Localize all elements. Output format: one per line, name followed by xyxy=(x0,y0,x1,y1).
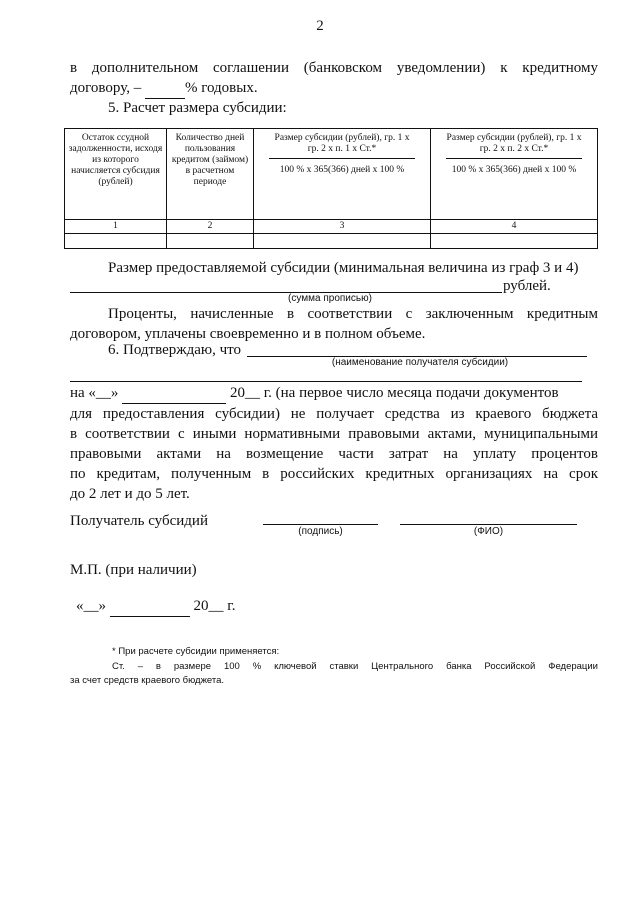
section6-line-1: для предоставления субсидии) не получает средства из краевого бюджета xyxy=(70,406,598,422)
section6-last-line: до 2 лет и до 5 лет. xyxy=(70,486,190,502)
intro-line-2-prefix: договору, – xyxy=(70,80,142,96)
subsidy-calc-table xyxy=(64,128,598,249)
header-text-4: Размер субсидии (рублей), гр. 1 x гр. 2 x п. 2 x Ст.* xyxy=(446,133,582,159)
col-number-3: 3 xyxy=(254,220,431,234)
footnote-title: * При расчете субсидии применяется: xyxy=(112,646,280,657)
header-text-3: Размер субсидии (рублей), гр. 1 x гр. 2 x п. 1 x Ст.* xyxy=(269,133,415,159)
table-header-row xyxy=(65,129,598,220)
intro-line-2 xyxy=(70,78,598,99)
header-text-2: Количество дней пользования кредитом (займом) в расчетном периоде xyxy=(171,133,249,187)
table-row xyxy=(65,234,598,249)
section5-title: 5. Расчет размера субсидии: xyxy=(108,100,287,116)
section6-date-year: 20__ г. (на первое число месяца подачи документов xyxy=(229,385,559,401)
section6-line-2: в соответствии с иными нормативными правовыми актами, муниципальными xyxy=(70,426,598,442)
value-cell-4[interactable] xyxy=(431,234,598,249)
intro-line-1: в дополнительном соглашении (банковском уведомлении) к кредитному xyxy=(70,60,598,76)
page-number: 2 xyxy=(316,18,324,34)
header-cell-2 xyxy=(167,129,254,220)
col-number-1: 1 xyxy=(65,220,167,234)
amount-in-words-caption: (сумма прописью) xyxy=(288,293,372,304)
date-month-field[interactable] xyxy=(110,596,190,617)
header-text-1: Остаток ссудной задолженности, исходя из которого начисляется субсидия (рублей) xyxy=(68,133,163,187)
stamp-label: М.П. (при наличии) xyxy=(70,562,197,578)
section6-date-line xyxy=(70,383,598,404)
date-year: 20__ г. xyxy=(193,598,236,614)
value-cell-1[interactable] xyxy=(65,234,167,249)
recipient-name-field-2[interactable] xyxy=(70,381,582,382)
footnote-line-1: Ст. – в размере 100 % ключевой ставки Центрального банка Российской Федерации xyxy=(112,661,598,672)
section6-prefix: 6. Подтверждаю, что xyxy=(108,342,242,358)
date-prefix: «__» xyxy=(76,598,106,614)
recipient-label: Получатель субсидий xyxy=(70,513,208,529)
signature-field[interactable] xyxy=(263,524,378,525)
percent-field[interactable] xyxy=(145,78,185,99)
subsidy-size-line: Размер предоставляемой субсидии (минимальная величина из граф 3 и 4) xyxy=(108,260,579,276)
header-cell-3 xyxy=(254,129,431,220)
intro-line-2-suffix: % годовых. xyxy=(184,80,258,96)
table-number-row xyxy=(65,220,598,234)
fio-caption: (ФИО) xyxy=(473,526,504,537)
col-number-2: 2 xyxy=(167,220,254,234)
fio-field[interactable] xyxy=(400,524,577,525)
col-number-4: 4 xyxy=(431,220,598,234)
value-cell-2[interactable] xyxy=(167,234,254,249)
footnote-line-2: за счет средств краевого бюджета. xyxy=(70,675,225,686)
signature-caption: (подпись) xyxy=(298,526,343,537)
denominator-4: 100 % x 365(366) дней x 100 % xyxy=(451,165,577,175)
section6-line-4: по кредитам, полученным в российских кредитных организациях на срок xyxy=(70,466,598,482)
denominator-3: 100 % x 365(366) дней x 100 % xyxy=(279,165,405,175)
header-cell-1 xyxy=(65,129,167,220)
interest-line-2: договором, уплачены своевременно и в полном объеме. xyxy=(70,326,426,342)
header-cell-4 xyxy=(431,129,598,220)
section6-line-3: правовыми актами на возмещение части затрат на уплату процентов xyxy=(70,446,598,462)
section6-month-field[interactable] xyxy=(122,383,226,404)
value-cell-3[interactable] xyxy=(254,234,431,249)
interest-line-1: Проценты, начисленные в соответствии с заключенным кредитным xyxy=(108,306,598,322)
date-line xyxy=(76,596,235,617)
recipient-name-caption: (наименование получателя субсидии) xyxy=(331,357,509,368)
section6-date-prefix: на «__» xyxy=(70,385,119,401)
rubles-label: рублей. xyxy=(503,278,551,294)
